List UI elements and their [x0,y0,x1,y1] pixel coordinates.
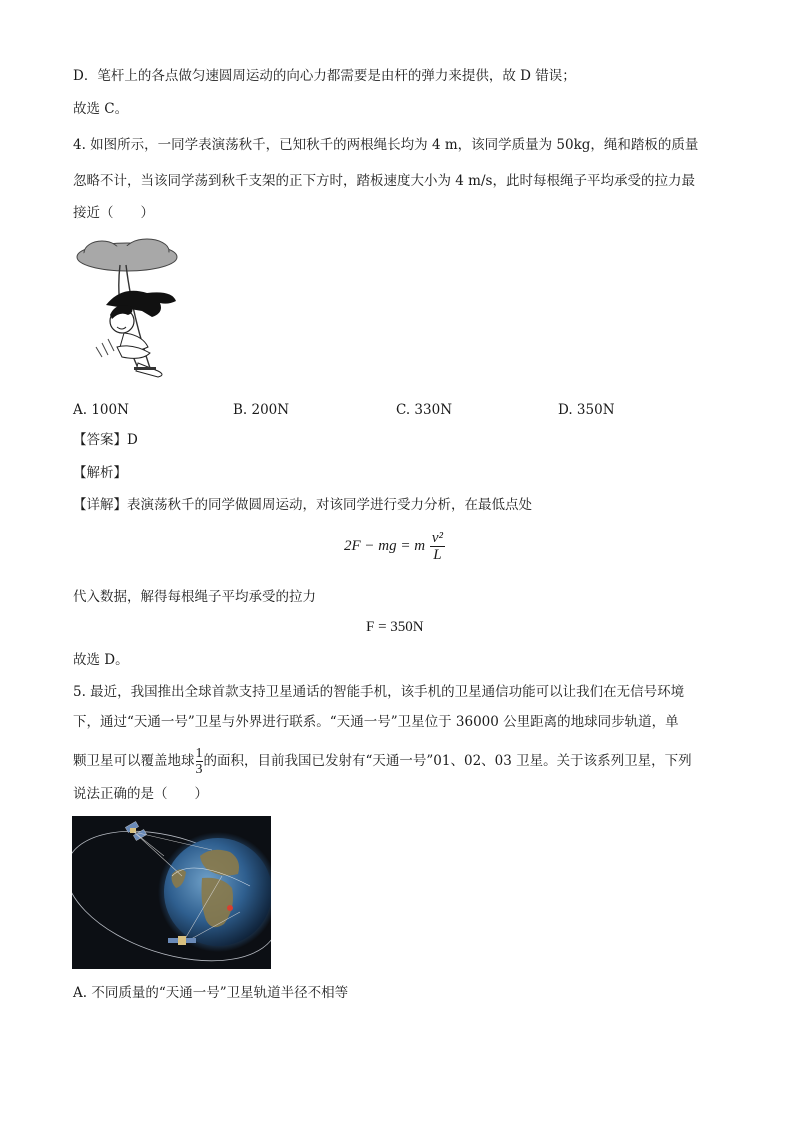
detail-line [73,495,532,515]
substitution-line: 代入数据，解得每根绳子平均承受的拉力 [73,589,316,605]
equation-fraction [430,530,445,563]
equation-result: F = 350N [366,619,424,635]
q5-line3-a: 颗卫星可以覆盖地球 [73,753,195,769]
q5-line4: 说法正确的是（ ） [73,786,208,802]
fraction-numerator: v² [431,530,443,546]
analysis-tag: 【解析】 [73,465,127,481]
motion-lines [96,339,114,357]
q4-line2: 忽略不计，当该同学荡到秋千支架的正下方时，踏板速度大小为 4 m/s，此时每根绳子平均承受的拉力最 [73,173,695,189]
equation-force-balance [344,530,446,563]
q5-line3-b: 的面积，目前我国已发射有“天通一号”01、02、03 卫星。关于该系列卫星，下列 [203,753,692,769]
q4-option-c: C. 330N [396,402,453,418]
one-third-numerator: 1 [195,746,203,761]
answer-tag: 【答案】 [73,432,127,448]
one-third-denominator: 3 [195,762,203,777]
q4-choose: 故选 D。 [73,652,129,668]
swing-illustration [72,235,182,385]
satellite-earth-image [72,816,271,969]
girl-figure [106,291,176,377]
q4-line3: 接近（ ） [73,205,154,221]
cloud-shape [77,239,177,271]
q4-option-a: A. 100N [73,402,129,418]
prev-option-d: D．笔杆上的各点做匀速圆周运动的向心力都需要是由杆的弹力来提供，故 D 错误； [73,68,576,84]
q4-line1: 4. 如图所示，一同学表演荡秋千，已知秋千的两根绳长均为 4 m，该同学质量为 50kg，绳和踏板的质量 [73,137,699,153]
q4-option-d: D. 350N [558,402,615,418]
ground-marker [227,905,233,911]
q5-line2: 下，通过“天通一号”卫星与外界进行联系。“天通一号”卫星位于 36000 公里距离的地球同步轨道，单 [73,714,679,730]
q5-option-a: A. 不同质量的“天通一号”卫星轨道半径不相等 [73,985,349,1001]
q4-option-b: B. 200N [233,402,290,418]
answer-value: D [127,432,138,448]
detail-text: 表演荡秋千的同学做圆周运动，对该同学进行受力分析，在最低点处 [127,497,532,513]
fraction-denominator: L [433,547,442,563]
equation-left: 2F − mg = m [344,538,426,554]
q5-line1: 5. 最近，我国推出全球首款支持卫星通话的智能手机，该手机的卫星通信功能可以让我们在无信号环境 [73,684,685,700]
detail-tag: 【详解】 [73,497,127,513]
prev-choose: 故选 C。 [73,101,129,117]
answer-line [73,430,138,450]
one-third-fraction [196,746,203,777]
q5-line3 [73,746,692,777]
